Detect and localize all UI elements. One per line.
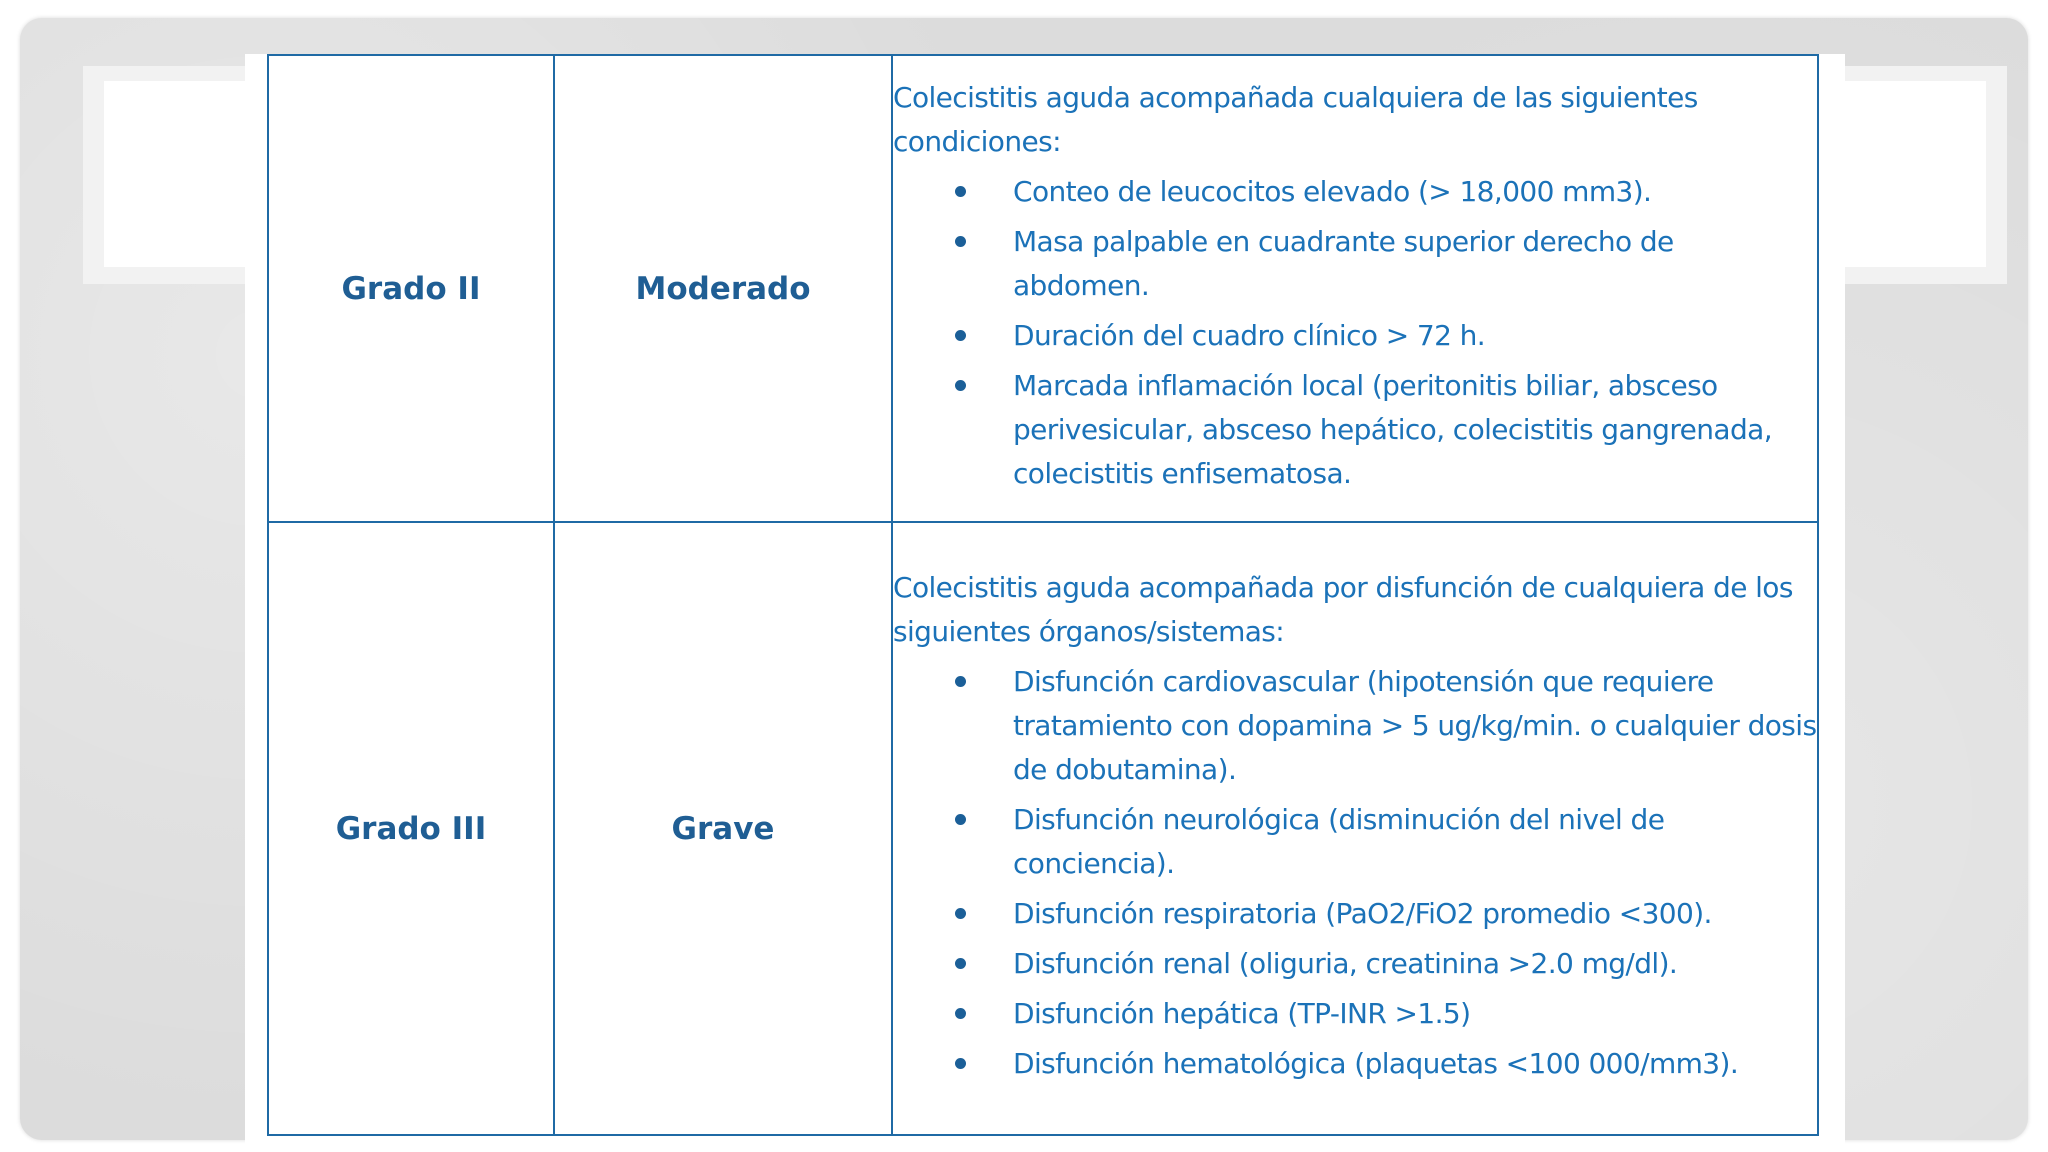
- list-item-text: Marcada inflamación local (peritonitis biliar, absceso perivesicular, absceso hepático, colecistitis gangrenada, colecistitis enfisematosa.: [1013, 368, 1773, 490]
- list-item: [893, 798, 1817, 886]
- bullet-dot-icon: [955, 814, 966, 825]
- bullet-dot-icon: [955, 1058, 966, 1069]
- list-item: [893, 660, 1817, 792]
- list-item-text: Conteo de leucocitos elevado (> 18,000 mm3).: [1013, 174, 1652, 208]
- criteria-cell: [892, 55, 1818, 522]
- slide-background: [20, 18, 2028, 1140]
- slide-content: [245, 54, 1845, 1149]
- bullet-dot-icon: [955, 908, 966, 919]
- severity-cell: Grave: [554, 522, 892, 1135]
- bullet-dot-icon: [955, 330, 966, 341]
- list-item: [893, 314, 1817, 358]
- list-item: [893, 170, 1817, 214]
- table-row-grado-2: [268, 55, 1818, 522]
- list-item: [893, 1042, 1817, 1086]
- table-row-grado-3: [268, 522, 1818, 1135]
- severity-cell: Moderado: [554, 55, 892, 522]
- list-item-text: Duración del cuadro clínico > 72 h.: [1013, 318, 1486, 352]
- severity-grade-table: [267, 54, 1819, 1136]
- bullet-dot-icon: [955, 1008, 966, 1019]
- criteria-intro: Colecistitis aguda acompañada cualquiera de las siguientes condiciones:: [893, 80, 1698, 158]
- list-item-text: Disfunción respiratoria (PaO2/FiO2 promedio <300).: [1013, 896, 1712, 930]
- bullet-dot-icon: [955, 380, 966, 391]
- bullet-dot-icon: [955, 186, 966, 197]
- grade-cell: Grado II: [268, 55, 554, 522]
- criteria-cell: [892, 522, 1818, 1135]
- bullet-dot-icon: [955, 236, 966, 247]
- list-item: [893, 992, 1817, 1036]
- bullet-dot-icon: [955, 958, 966, 969]
- list-item: [893, 892, 1817, 936]
- criteria-list: [893, 170, 1817, 496]
- bullet-dot-icon: [955, 676, 966, 687]
- list-item-text: Disfunción hematológica (plaquetas <100 000/mm3).: [1013, 1046, 1739, 1080]
- list-item: [893, 220, 1817, 308]
- criteria-intro: Colecistitis aguda acompañada por disfunción de cualquiera de los siguientes órganos/sistemas:: [893, 570, 1793, 648]
- list-item-text: Disfunción cardiovascular (hipotensión que requiere tratamiento con dopamina > 5 ug/kg/min. o cualquier dosis de dobutamina).: [1013, 664, 1817, 786]
- grade-cell: Grado III: [268, 522, 554, 1135]
- list-item: [893, 364, 1817, 496]
- list-item-text: Masa palpable en cuadrante superior derecho de abdomen.: [1013, 224, 1674, 302]
- criteria-list: [893, 660, 1817, 1086]
- list-item-text: Disfunción renal (oliguria, creatinina >2.0 mg/dl).: [1013, 946, 1678, 980]
- list-item-text: Disfunción hepática (TP-INR >1.5): [1013, 996, 1471, 1030]
- list-item: [893, 942, 1817, 986]
- list-item-text: Disfunción neurológica (disminución del nivel de conciencia).: [1013, 802, 1665, 880]
